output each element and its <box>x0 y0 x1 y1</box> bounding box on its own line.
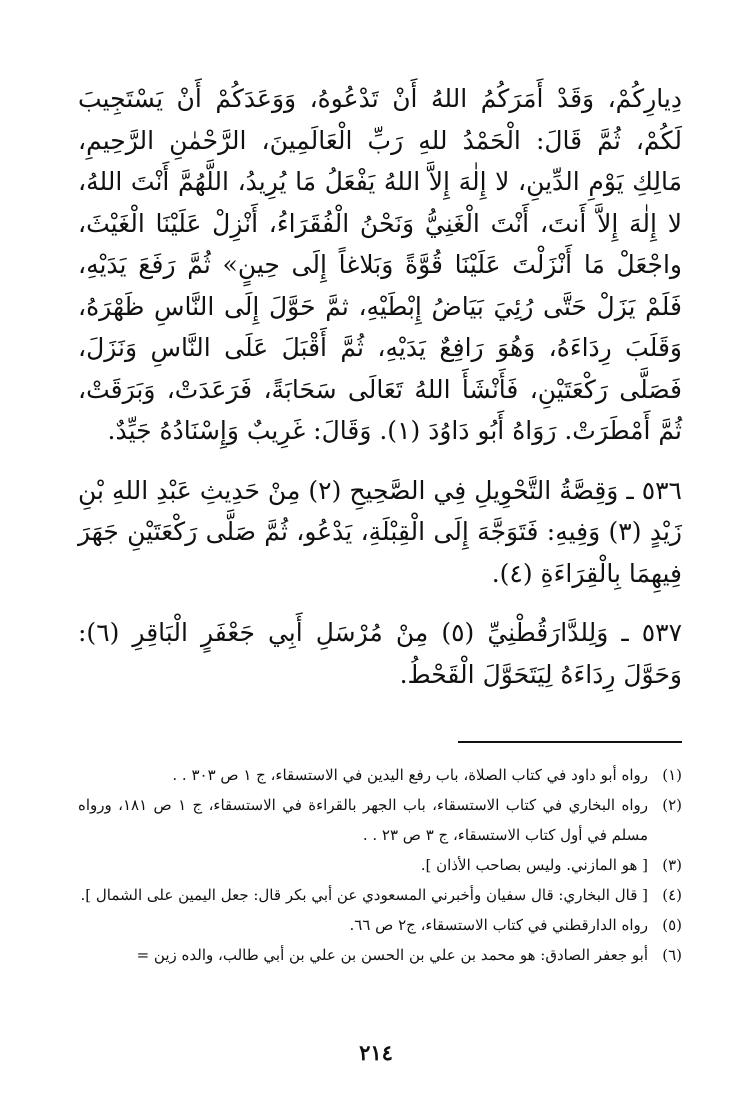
footnote-number: (٥) <box>662 916 682 934</box>
footnotes <box>78 760 682 970</box>
footnote-text: أبو جعفر الصادق: هو محمد بن علي بن الحسن بن علي بن أبي طالب، والده زين = <box>136 946 648 964</box>
footnote-number: (٢) <box>662 796 682 814</box>
footnote-text: [ هو المازني. وليس بصاحب الأذان ]. <box>420 856 648 874</box>
footnote-number: (٣) <box>662 856 682 874</box>
footnote <box>78 790 682 850</box>
footnote-text: رواه أبو داود في كتاب الصلاة، باب رفع اليدين في الاستسقاء، ج ١ ص ٣٠٣ . . <box>172 766 648 784</box>
paragraph-hadith-536: ٥٣٦ ـ وَقِصَّةُ التَّحْوِيلِ فِي الصَّحِيحِ (٢) مِنْ حَدِيثِ عَبْدِ اللهِ بْنِ زَيْدٍ (٣) وَفِيهِ: فَتَوَجَّهَ إِلَى الْقِبْلَةِ، يَدْعُو، ثُمَّ صَلَّى رَكْعَتَيْنِ جَهَرَ فِيهِمَا بِالْقِرَاءَةِ (٤). <box>78 475 682 588</box>
footnote <box>78 850 682 880</box>
footnote-number: (٤) <box>662 886 682 904</box>
footnote-number: (١) <box>662 766 682 784</box>
footnote <box>78 880 682 910</box>
footnote <box>78 940 682 970</box>
main-text <box>78 78 682 695</box>
page-number: ٢١٤ <box>359 1040 393 1065</box>
paragraph-hadith-537: ٥٣٧ ـ وَلِلدَّارَقُطْنِيِّ (٥) مِنْ مُرْسَلِ أَبِي جَعْفَرٍ الْبَاقِرِ (٦): وَحَوَّلَ رِدَاءَهُ لِيَتَحَوَّلَ الْقَحْطُ. <box>78 618 683 689</box>
paragraph-hadith-535-continuation: دِيارِكُمْ، وَقَدْ أَمَرَكُمُ اللهُ أَنْ تَدْعُوهُ، وَوَعَدَكُمْ أَنْ يَسْتَجِيبَ لَكُمْ، ثُمَّ قَالَ: الْحَمْدُ للهِ رَبِّ الْعَالَمِينَ، الرَّحْمٰنِ الرَّحِيمِ، مَالِكِ يَوْمِ الدِّينِ، لا إِلٰهَ إِلاَّ اللهُ يَفْعَلُ مَا يُرِيدُ، اللَّهُمَّ أَنْتَ اللهُ، لا إِلٰهَ إِلاَّ أَنتَ، أَنْتَ الْغَنِيُّ وَنَحْنُ الْفُقَرَاءُ، أَنْزِلْ عَلَيْنَا الْغَيْثَ، واجْعَلْ مَا أَنْزَلْتَ عَلَيْنَا قُوَّةً وَبَلاغاً إِلَى حِينٍ» ثُمَّ رَفَعَ يَدَيْهِ، فَلَمْ يَزَلْ حَتَّى رُئِيَ بَيَاضُ إِبْطَيْهِ، ثمَّ حَوَّلَ إِلَى النَّاسِ ظَهْرَهُ، وَقَلَبَ رِدَاءَهُ، وَهُوَ رَافِعٌ يَدَيْهِ، ثُمَّ أَقْبَلَ عَلَى النَّاسِ وَنَزَلَ، فَصَلَّى رَكْعَتَيْنِ، فَأَنْشَأَ اللهُ تَعَالَى سَحَابَةً، فَرَعَدَتْ، وَبَرَقَتْ، ثُمَّ أَمْطَرَتْ. رَوَاهُ أَبُو دَاوُدَ (١). وَقَالَ: غَرِيبٌ وَإِسْنَادُهُ جَيِّدٌ. <box>78 84 682 445</box>
footnote-text: [ قال البخاري: قال سفيان وأخبرني المسعودي عن أبي بكر قال: جعل اليمين على الشمال ]. <box>80 886 648 904</box>
footnote-text: رواه البخاري في كتاب الاستسقاء، باب الجهر بالقراءة في الاستسقاء، ج ١ ص ١٨١، ورواه مسلم في أول كتاب الاستسقاء، ج ٣ ص ٢٣ . . <box>78 796 648 844</box>
footnote <box>78 910 682 940</box>
footnote-number: (٦) <box>662 946 682 964</box>
footnote-separator <box>458 741 682 743</box>
footnote-text: رواه الدارقطني في كتاب الاستسقاء، ج٢ ص ٦٦. <box>349 916 648 934</box>
footnote <box>78 760 682 790</box>
